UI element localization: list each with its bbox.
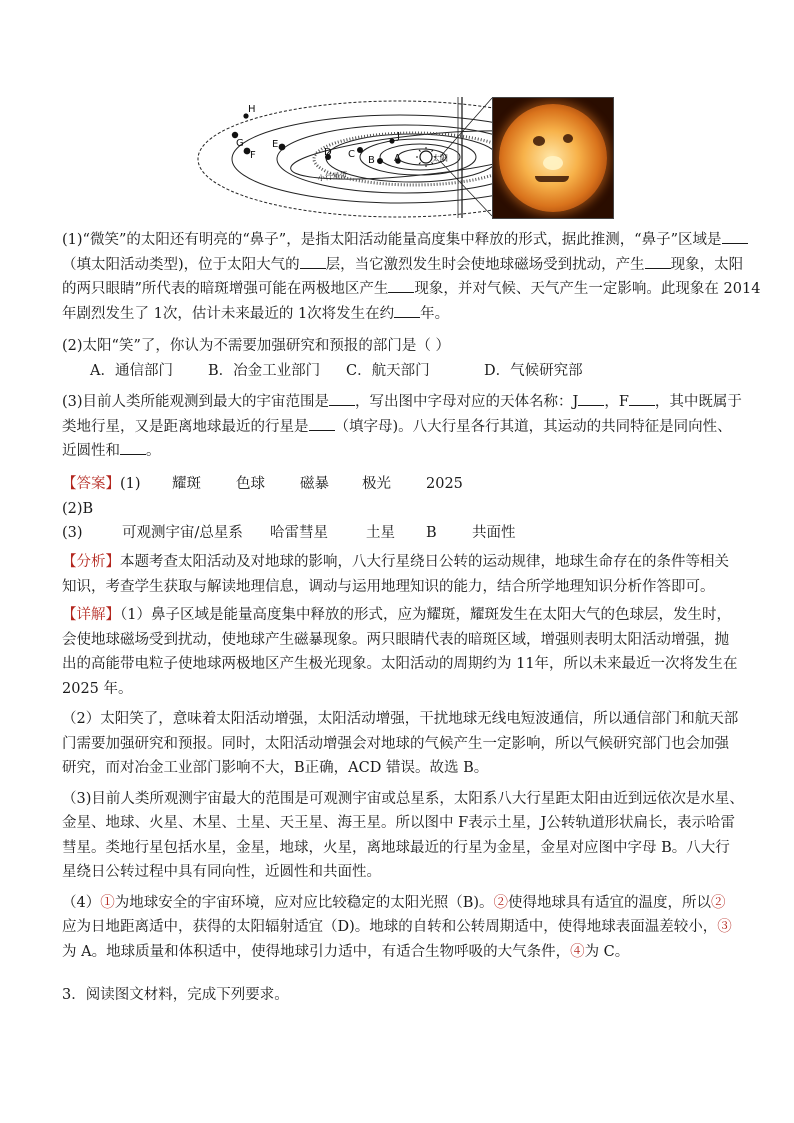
label-a: A <box>394 153 401 164</box>
answer-1-item: 色球 <box>236 476 265 492</box>
next-question <box>62 983 732 1008</box>
answer-blank[interactable] <box>388 278 414 293</box>
q3-line3a: 近圆性和 <box>62 443 120 459</box>
detail-line: （2）太阳笑了，意味着太阳活动增强，太阳活动增强，干扰地球无线电短波通信，所以通信部门和航天部 <box>62 711 739 727</box>
question-1 <box>62 228 761 326</box>
q1-line4b: 年。 <box>420 305 450 322</box>
q3-line2a: 类地行星，又是距离地球最近的行星是 <box>62 418 309 435</box>
detail-line: （4） <box>62 894 101 911</box>
planet-j <box>389 138 394 143</box>
answer-row-3 <box>62 521 732 546</box>
question-3 <box>62 390 742 464</box>
label-g: G <box>236 138 244 149</box>
sun-nose <box>543 156 563 170</box>
answer-blank[interactable] <box>329 391 355 406</box>
q1-line2c: 现象，太阳 <box>670 256 744 273</box>
sun-smile <box>535 176 569 182</box>
sun-label: 太阳 <box>432 154 448 163</box>
q3-line3b: 。 <box>146 443 161 459</box>
answer-blank[interactable] <box>309 416 335 431</box>
planet-e <box>279 144 286 151</box>
answer-3-item: 土星 <box>366 525 395 541</box>
answer-1-item: 极光 <box>362 476 391 492</box>
detail-line: 为地球安全的宇宙环境，应对应比较稳定的太阳光照（B)。 <box>114 894 494 911</box>
detail-line: 彗星。类地行星包括水星，金星，地球，火星，离地球最近的行星为金星，金星对应图中字母 B。八大行 <box>62 839 730 856</box>
answer-blank[interactable] <box>120 440 146 455</box>
detail-line: 出的高能带电粒子使地球两极地区产生极光现象。太阳活动的周期约为 11年，所以未来最近一次将发生在 <box>62 656 738 672</box>
detail-line: 2025 年。 <box>62 680 133 697</box>
detail-line: 会使地球磁场受到扰动，使地球产生磁暴现象。两只眼睛代表的暗斑区域，增强则表明太阳活动增强，抛 <box>62 631 729 648</box>
q1-line3a: 的两只眼睛”所代表的暗斑增强可能在两极地区产生 <box>62 281 389 297</box>
answer-blank[interactable] <box>629 391 655 406</box>
q2-option-d[interactable]: D．气候研究部 <box>484 362 583 379</box>
q2-option-b[interactable]: B．冶金工业部门 <box>208 362 321 379</box>
planet-c <box>357 147 363 153</box>
answer-blank[interactable] <box>394 303 420 318</box>
q3-line2b: （填字母)。八大行星各行其道，其运动的共同特征是同向性、 <box>334 418 732 435</box>
answer-3-label: (3) <box>62 525 83 541</box>
answer-row-2: (2)B <box>62 500 94 517</box>
q1-line1: (1)“微笑”的太阳还有明亮的“鼻子”，是指太阳活动能量高度集中释放的形式，据此推测，“鼻子”区域是 <box>62 232 722 248</box>
analysis-section <box>62 550 732 599</box>
label-h: H <box>248 104 256 115</box>
label-f: F <box>250 150 256 161</box>
answer-3-item: 共面性 <box>472 525 516 541</box>
planet-b <box>377 158 383 164</box>
next-question-text: 3．阅读图文材料，完成下列要求。 <box>62 987 289 1003</box>
q1-line4a: 年剧烈发生了 1次，估计未来最近的 1次将发生在约 <box>62 305 395 322</box>
answer-1-label: (1) <box>120 476 141 492</box>
circled-number: ② <box>711 894 726 911</box>
answer-3-item: 可观测宇宙/总星系 <box>122 525 243 541</box>
detail-line: 星绕日公转过程中具有同向性，近圆性和共面性。 <box>62 864 381 880</box>
detail-line: 为 A。地球质量和体积适中，使得地球引力适中，有适合生物呼吸的大气条件， <box>62 943 571 960</box>
circled-number: ① <box>100 894 115 911</box>
q2-options <box>62 359 732 384</box>
q3-line1b: ，写出图中字母对应的天体名称：J <box>355 394 579 410</box>
sun-photo <box>492 97 614 219</box>
answer-section <box>62 472 732 546</box>
sun-eye-left <box>533 136 545 146</box>
detail-line: 研究，而对冶金工业部门影响不大，B正确，ACD 错误。故选 B。 <box>62 760 489 776</box>
circled-number: ③ <box>717 919 732 935</box>
sun-eye-right <box>563 134 573 143</box>
answer-row-1 <box>62 472 732 497</box>
detail-section <box>62 603 744 964</box>
answer-1-item: 2025 <box>426 476 463 492</box>
zoom-line <box>440 98 492 157</box>
answer-3-item: 哈雷彗星 <box>270 525 328 541</box>
answer-blank[interactable] <box>722 229 748 244</box>
detail-line: 使得地球具有适宜的温度，所以 <box>508 894 712 911</box>
detail-tag: 【详解】 <box>62 607 120 623</box>
answer-tag: 【答案】 <box>62 476 120 492</box>
q1-line3b: 现象，并对气候、天气产生一定影响。此现象在 2014 <box>414 281 761 297</box>
detail-line: 金星、地球、火星、木星、土星、天王星、海王星。所以图中 F表示土星，J公转轨道形状扁长，表示哈雷 <box>62 815 735 831</box>
q2-option-c[interactable]: C．航天部门 <box>346 362 430 379</box>
q2-stem: (2)太阳“笑”了，你认为不需要加强研究和预报的部门是（ ） <box>62 338 450 354</box>
answer-blank[interactable] <box>645 254 671 269</box>
analysis-line: 本题考查太阳活动及对地球的影响，八大行星绕日公转的运动规律，地球生命存在的条件等相关 <box>120 554 729 570</box>
circled-number: ④ <box>570 943 585 960</box>
answer-blank[interactable] <box>578 391 604 406</box>
label-b: B <box>368 155 375 166</box>
q1-line2b: 层，当它激烈发生时会使地球磁场受到扰动，产生 <box>325 256 645 273</box>
answer-1-item: 耀斑 <box>172 476 201 492</box>
circled-number: ② <box>493 894 509 911</box>
q3-line1c: ，F <box>604 394 629 410</box>
asteroid-belt-label: 小行星带 <box>317 169 348 183</box>
label-j: J <box>397 131 400 142</box>
answer-1-item: 磁暴 <box>300 476 329 492</box>
detail-line: 门需要加强研究和预报。同时，太阳活动增强会对地球的气候产生一定影响，所以气候研究部门也会加强 <box>62 735 729 752</box>
analysis-tag: 【分析】 <box>62 554 120 570</box>
label-e: E <box>272 139 279 150</box>
detail-line: （1）鼻子区域是能量高度集中释放的形式，应为耀斑，耀斑发生在太阳大气的色球层，发生时， <box>120 607 731 623</box>
q2-option-a[interactable]: A．通信部门 <box>90 362 173 379</box>
answer-3-item: B <box>426 525 437 541</box>
q3-line1d: ，其中既属于 <box>654 394 742 410</box>
label-d: D <box>324 147 332 158</box>
question-2 <box>62 334 732 383</box>
answer-blank[interactable] <box>300 254 326 269</box>
detail-line: （3)目前人类所观测宇宙最大的范围是可观测宇宙或总星系，太阳系八大行星距太阳由近到远依次是水星、 <box>62 790 744 807</box>
label-c: C <box>348 149 355 160</box>
q3-line1a: (3)目前人类所能观测到最大的宇宙范围是 <box>62 394 330 410</box>
detail-line: 应为日地距离适中，获得的太阳辐射适宜（D)。地球的自转和公转周期适中，使得地球表面温差较小， <box>62 919 718 935</box>
analysis-line: 知识，考查学生获取与解读地理信息，调动与运用地理知识的能力，结合所学地理知识分析作答即可。 <box>62 578 715 595</box>
q1-line2a: （填太阳活动类型)，位于太阳大气的 <box>62 256 300 273</box>
detail-line: 为 C。 <box>584 943 630 960</box>
